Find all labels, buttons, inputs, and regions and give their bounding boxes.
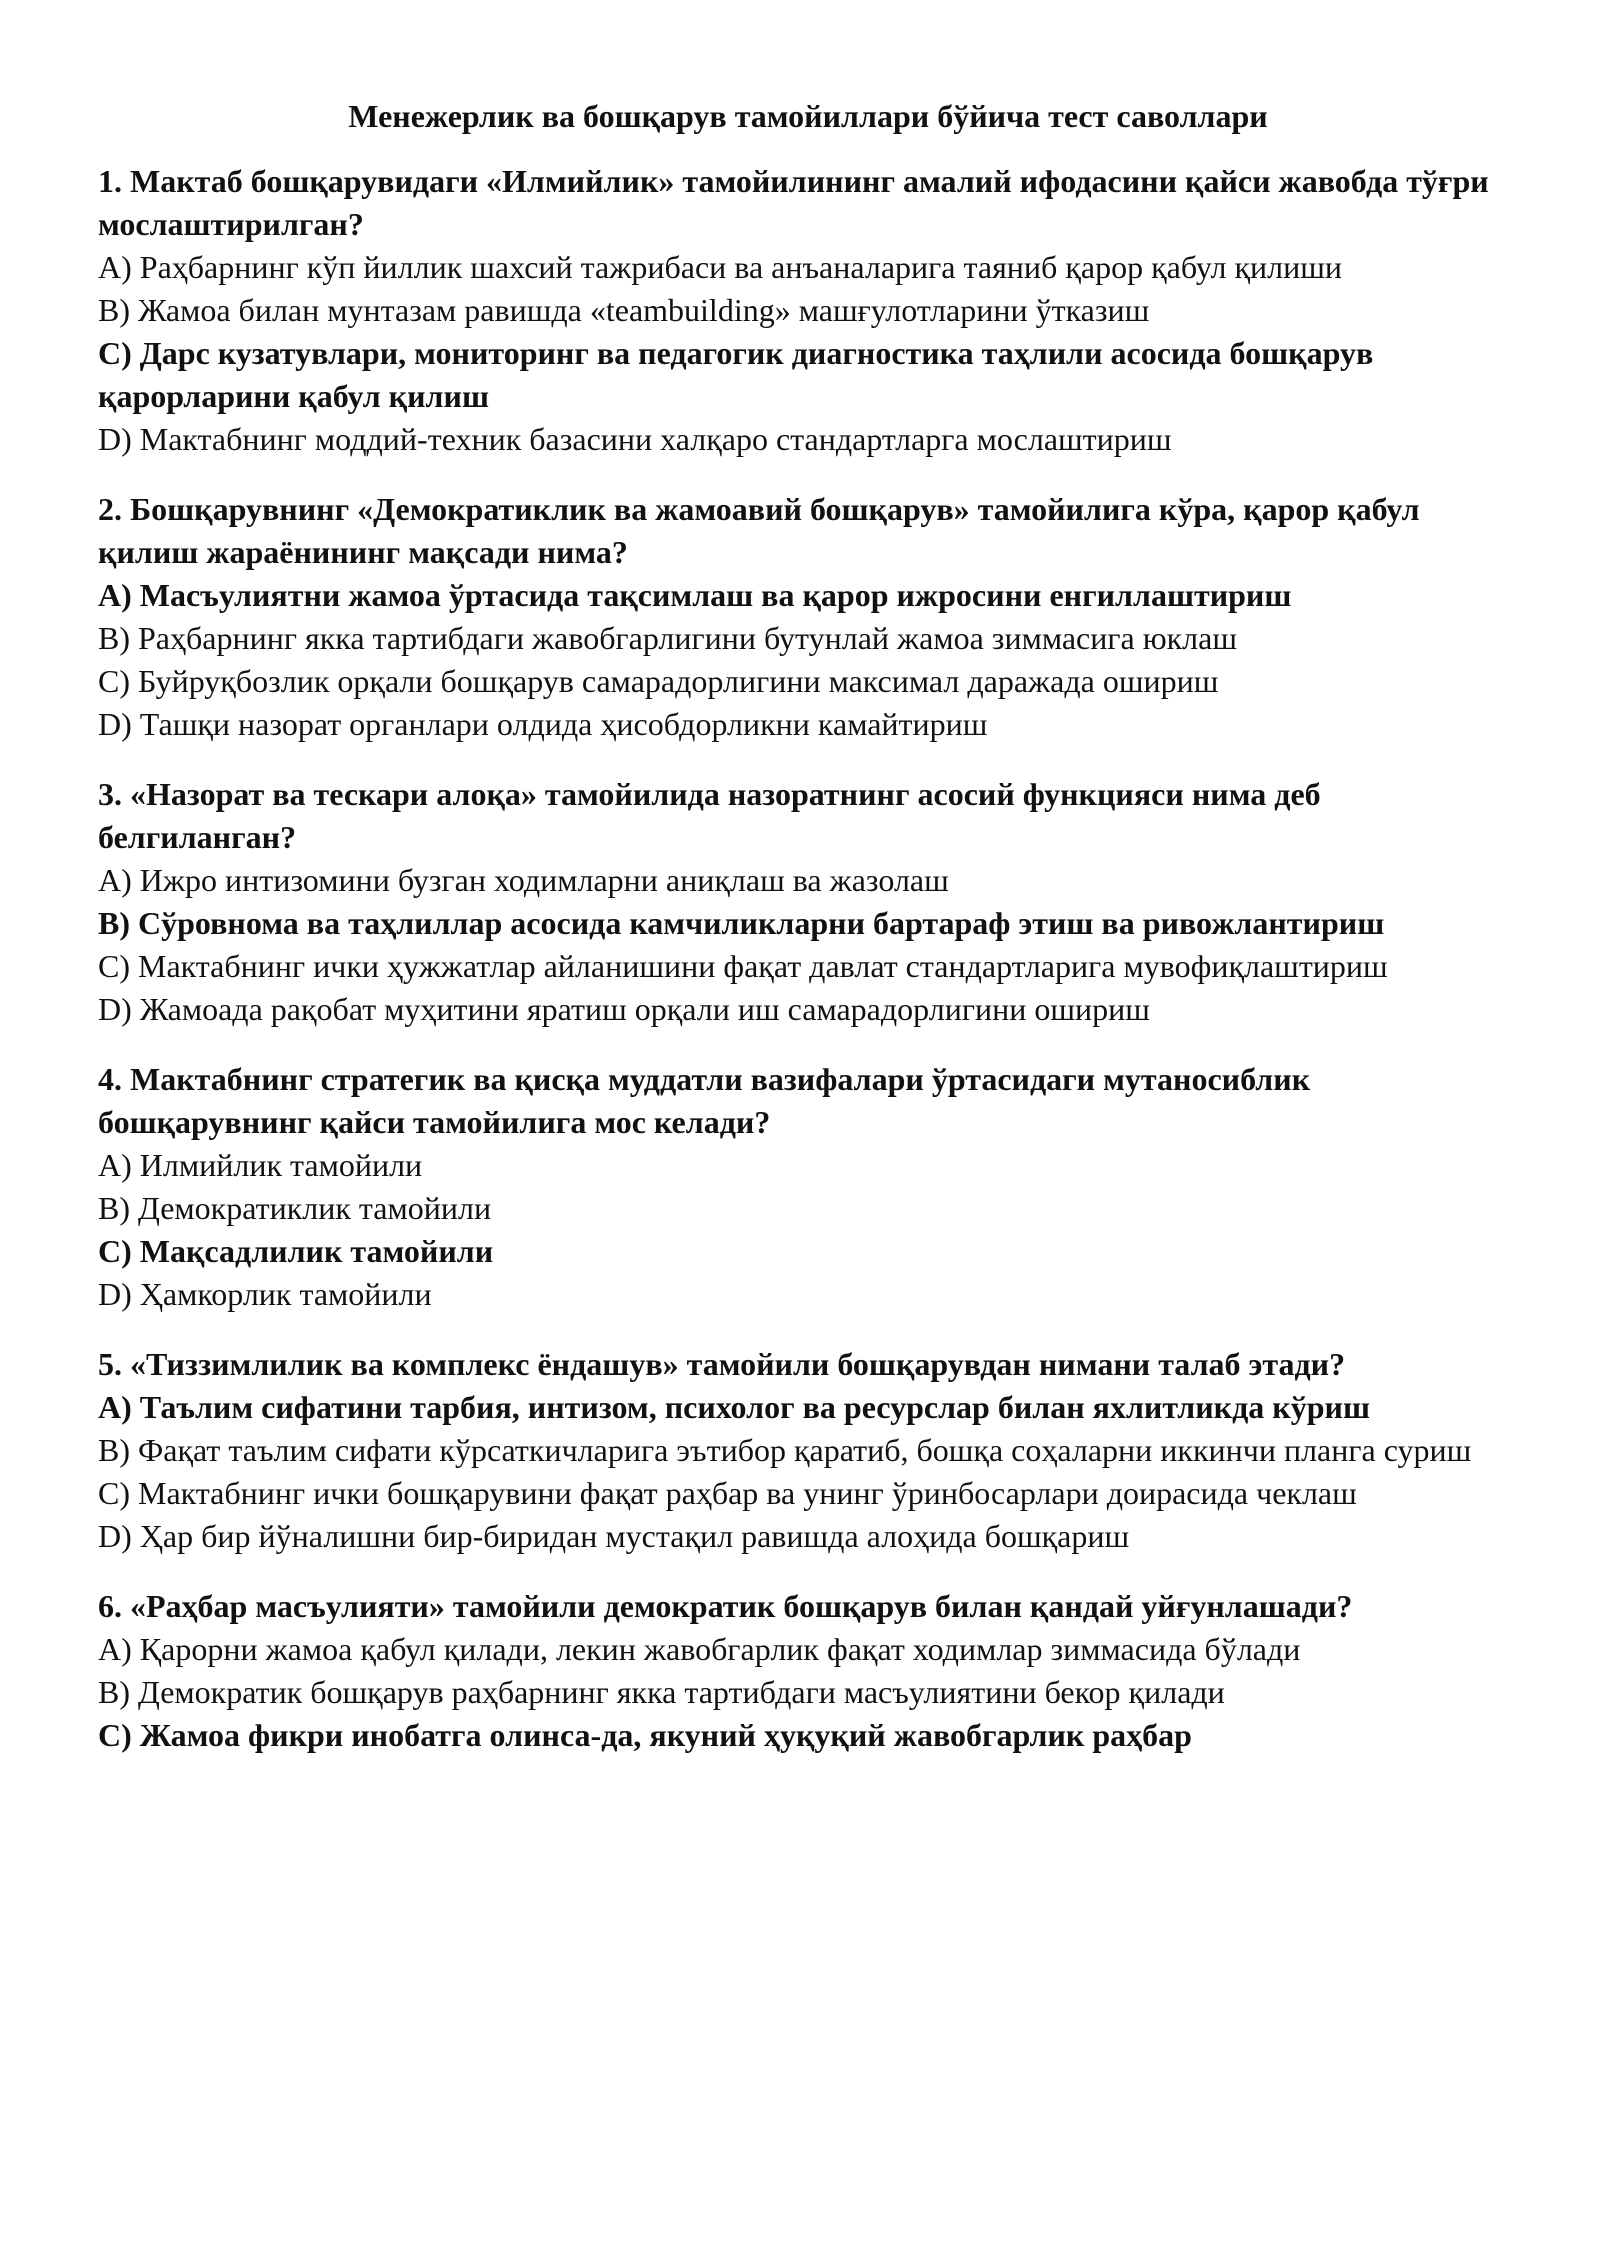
answer-option: A) Қарорни жамоа қабул қилади, лекин жавобгарлик фақат ходимлар зиммасида бўлади (98, 1631, 1301, 1667)
answer-option-correct: C) Жамоа фикри инобатга олинса-да, якуний ҳуқуқий жавобгарлик раҳбар (98, 1717, 1192, 1753)
answer-option-correct: A) Масъулиятни жамоа ўртасида тақсимлаш ва қарор ижросини енгиллаштириш (98, 577, 1292, 613)
question-text: 3. «Назорат ва тескари алоқа» тамойилида назоратнинг асосий функцияси нима деб белгиланган? (98, 776, 1321, 855)
answer-option: D) Мактабнинг моддий-техник базасини халқаро стандартларга мослаштириш (98, 421, 1172, 457)
answer-option: A) Раҳбарнинг кўп йиллик шахсий тажрибаси ва анъаналарига таяниб қарор қабул қилиши (98, 249, 1342, 285)
answer-option: A) Илмийлик тамойили (98, 1147, 423, 1183)
answer-option: B) Демократик бошқарув раҳбарнинг якка тартибдаги масъулиятини бекор қилади (98, 1674, 1225, 1710)
answer-option-correct: B) Сўровнома ва таҳлиллар асосида камчиликларни бартараф этиш ва ривожлантириш (98, 905, 1385, 941)
answer-option: D) Ҳар бир йўналишни бир-биридан мустақил равишда алоҳида бошқариш (98, 1518, 1130, 1554)
answer-option: C) Мактабнинг ички бошқарувини фақат раҳбар ва унинг ўринбосарлари доирасида чеклаш (98, 1475, 1357, 1511)
question-text: 4. Мактабнинг стратегик ва қисқа муддатли вазифалари ўртасидаги мутаносиблик бошқарувнинг қайси тамойилига мос келади? (98, 1061, 1311, 1140)
answer-option: B) Жамоа билан мунтазам равишда «teambuilding» машғулотларини ўтказиш (98, 292, 1150, 328)
answer-option-correct: A) Таълим сифатини тарбия, интизом, психолог ва ресурслар билан яхлитликда кўриш (98, 1389, 1370, 1425)
answer-option-correct: C) Мақсадлилик тамойили (98, 1233, 494, 1269)
answer-option: C) Буйруқбозлик орқали бошқарув самарадорлигини максимал даражада ошириш (98, 663, 1219, 699)
answer-option: B) Раҳбарнинг якка тартибдаги жавобгарлигини бутунлай жамоа зиммасига юклаш (98, 620, 1237, 656)
answer-option: D) Ташқи назорат органлари олдида ҳисобдорликни камайтириш (98, 706, 988, 742)
answer-option: D) Жамоада рақобат муҳитини яратиш орқали иш самарадорлигини ошириш (98, 991, 1150, 1027)
answer-option: C) Мактабнинг ички ҳужжатлар айланишини фақат давлат стандартларига мувофиқлаштириш (98, 948, 1388, 984)
answer-option-correct: C) Дарс кузатувлари, мониторинг ва педагогик диагностика таҳлили асосида бошқарув қарорларини қабул қилиш (98, 335, 1374, 414)
question-block (98, 1343, 1518, 1558)
question-list (98, 160, 1518, 1757)
document-page (98, 96, 1518, 1784)
question-text: 6. «Раҳбар масъулияти» тамойили демократик бошқарув билан қандай уйғунлашади? (98, 1588, 1353, 1624)
answer-option: B) Демократиклик тамойили (98, 1190, 492, 1226)
question-text: 2. Бошқарувнинг «Демократиклик ва жамоавий бошқарув» тамойилига кўра, қарор қабул қилиш жараёнининг мақсади нима? (98, 491, 1420, 570)
question-text: 1. Мактаб бошқарувидаги «Илмийлик» тамойилининг амалий ифодасини қайси жавобда тўғри мослаштирилган? (98, 163, 1489, 242)
answer-option: B) Фақат таълим сифати кўрсаткичларига эътибор қаратиб, бошқа соҳаларни иккинчи планга суриш (98, 1432, 1472, 1468)
question-text: 5. «Тиззимлилик ва комплекс ёндашув» тамойили бошқарувдан нимани талаб этади? (98, 1346, 1346, 1382)
question-block (98, 488, 1518, 746)
question-block (98, 1058, 1518, 1316)
answer-option: A) Ижро интизомини бузган ходимларни аниқлаш ва жазолаш (98, 862, 949, 898)
question-block (98, 1585, 1518, 1757)
question-block (98, 160, 1518, 461)
question-block (98, 773, 1518, 1031)
document-title: Менежерлик ва бошқарув тамойиллари бўйича тест саволлари (348, 98, 1268, 134)
answer-option: D) Ҳамкорлик тамойили (98, 1276, 432, 1312)
